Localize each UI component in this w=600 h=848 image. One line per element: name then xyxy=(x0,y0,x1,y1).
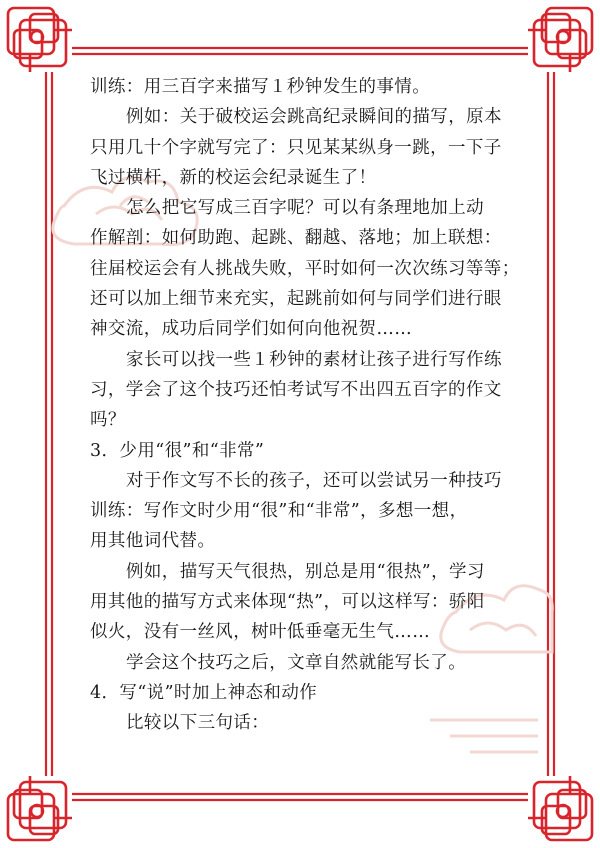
text-line: 往届校运会有人挑战失败，平时如何一次次练习等等； xyxy=(90,258,520,279)
text-line: 例如，描写天气很热，别总是用“很热”，学习 xyxy=(126,561,485,582)
text-line: 作解剖：如何助跑、起跳、翻越、落地；加上联想： xyxy=(90,228,502,249)
text-line: 吗？ xyxy=(90,410,126,431)
text-line: 家长可以找一些１秒钟的素材让孩子进行写作练 xyxy=(126,349,502,370)
text-line: 例如：关于破校运会跳高纪录瞬间的描写，原本 xyxy=(126,107,502,128)
article-body xyxy=(90,72,520,739)
text-line: 似火，没有一丝风，树叶低垂毫无生气…… xyxy=(90,622,431,643)
corner-knot-icon xyxy=(8,8,72,72)
text-line: 飞过横杆，新的校运会纪录诞生了！ xyxy=(90,167,377,188)
text-line: 学会这个技巧之后，文章自然就能写长了。 xyxy=(126,652,467,673)
text-line: 怎么把它写成三百字呢？可以有条理地加上动 xyxy=(126,198,484,219)
text-line: 对于作文写不长的孩子，还可以尝试另一种技巧 xyxy=(126,470,502,491)
text-line: 习，学会了这个技巧还怕考试写不出四五百字的作文 xyxy=(90,379,502,400)
section-heading-4: 4．写“说”时加上神态和动作 xyxy=(90,682,318,703)
text-line: 用其他的描写方式来体现“热”，可以这样写：骄阳 xyxy=(90,592,485,613)
text-line: 训练：写作文时少用“很”和“非常”，多想一想， xyxy=(90,501,468,522)
text-line: 用其他词代替。 xyxy=(90,531,216,552)
section-heading-3: 3．少用“很”和“非常” xyxy=(90,440,265,461)
text-line: 还可以加上细节来充实，起跳前如何与同学们进行眼 xyxy=(90,289,502,310)
text-line: 只用几十个字就写完了：只见某某纵身一跳，一下子 xyxy=(90,137,502,158)
text-line: 神交流，成功后同学们如何向他祝贺…… xyxy=(90,319,413,340)
text-line: 比较以下三句话： xyxy=(126,713,270,734)
text-line: 训练：用三百字来描写１秒钟发生的事情。 xyxy=(90,77,431,97)
